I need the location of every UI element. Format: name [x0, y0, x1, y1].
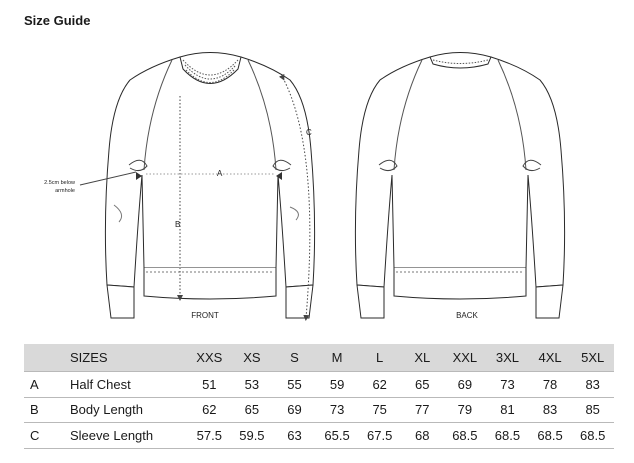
size-header: XXL — [444, 344, 487, 372]
cell-value: 62 — [358, 372, 401, 398]
cell-value: 53 — [231, 372, 274, 398]
cell-value: 68.5 — [486, 423, 529, 449]
front-label: FRONT — [191, 311, 219, 320]
cell-value: 67.5 — [358, 423, 401, 449]
armhole-note-line2: armhole — [55, 188, 75, 194]
table-row — [24, 372, 614, 398]
size-header: S — [273, 344, 316, 372]
cell-value: 85 — [571, 397, 614, 423]
size-header: 4XL — [529, 344, 572, 372]
size-header: M — [316, 344, 359, 372]
page-title: Size Guide — [24, 13, 91, 28]
size-header: XL — [401, 344, 444, 372]
row-letter: B — [24, 397, 70, 423]
front-hem — [144, 268, 276, 299]
table-row — [24, 423, 614, 449]
cell-value: 65 — [401, 372, 444, 398]
table-row — [24, 397, 614, 423]
cell-value: 51 — [188, 372, 231, 398]
size-header: XS — [231, 344, 274, 372]
cell-value: 62 — [188, 397, 231, 423]
back-label: BACK — [456, 311, 478, 320]
front-sweatshirt — [80, 53, 315, 319]
front-collar — [180, 53, 241, 84]
row-letter: A — [24, 372, 70, 398]
size-header: 3XL — [486, 344, 529, 372]
back-hem — [394, 268, 526, 299]
back-sweatshirt — [355, 53, 564, 319]
size-header: XXS — [188, 344, 231, 372]
label-c: C — [306, 128, 312, 137]
table-header-row — [24, 344, 614, 372]
label-b: B — [175, 220, 181, 229]
cell-value: 65 — [231, 397, 274, 423]
header-sizes: SIZES — [70, 344, 188, 372]
row-letter: C — [24, 423, 70, 449]
cell-value: 69 — [273, 397, 316, 423]
row-measurement: Half Chest — [70, 372, 188, 398]
label-a: A — [217, 169, 223, 178]
cell-value: 78 — [529, 372, 572, 398]
cell-value: 65.5 — [316, 423, 359, 449]
cell-value: 59.5 — [231, 423, 274, 449]
size-header: 5XL — [571, 344, 614, 372]
cell-value: 79 — [444, 397, 487, 423]
row-measurement: Body Length — [70, 397, 188, 423]
cell-value: 73 — [486, 372, 529, 398]
front-left-cuff — [107, 285, 134, 318]
size-table — [24, 344, 614, 449]
cell-value: 73 — [316, 397, 359, 423]
cell-value: 55 — [273, 372, 316, 398]
cell-value: 77 — [401, 397, 444, 423]
cell-value: 68 — [401, 423, 444, 449]
cell-value: 59 — [316, 372, 359, 398]
cell-value: 81 — [486, 397, 529, 423]
cell-value: 83 — [571, 372, 614, 398]
back-collar — [430, 53, 491, 69]
cell-value: 68.5 — [529, 423, 572, 449]
size-header: L — [358, 344, 401, 372]
cell-value: 68.5 — [571, 423, 614, 449]
cell-value: 69 — [444, 372, 487, 398]
front-body — [105, 57, 314, 287]
cell-value: 68.5 — [444, 423, 487, 449]
cell-value: 75 — [358, 397, 401, 423]
armhole-note-line1: 2.5cm below — [44, 180, 75, 186]
cell-value: 83 — [529, 397, 572, 423]
cell-value: 63 — [273, 423, 316, 449]
back-body — [355, 57, 564, 287]
cell-value: 57.5 — [188, 423, 231, 449]
header-blank — [24, 344, 70, 372]
row-measurement: Sleeve Length — [70, 423, 188, 449]
